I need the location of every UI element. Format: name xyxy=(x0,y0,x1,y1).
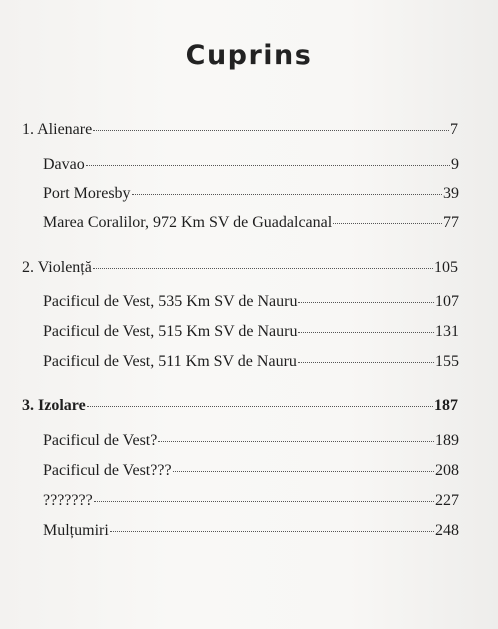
page-title: Cuprins xyxy=(185,40,313,71)
toc-entry-marea-coralilor[interactable] xyxy=(43,213,459,233)
toc-entry-port-moresby[interactable] xyxy=(43,184,459,204)
toc-section-label: 2. Violență xyxy=(22,259,92,276)
toc-entry-nauru-515[interactable] xyxy=(43,322,459,342)
toc-entry-label: Mulțumiri xyxy=(43,522,109,539)
toc-page-number: 9 xyxy=(451,156,459,173)
toc-page-number: 39 xyxy=(443,185,459,202)
toc-entry-pacific-3[interactable] xyxy=(43,461,459,481)
dot-leader xyxy=(298,302,434,303)
toc-page-number: 189 xyxy=(435,432,459,449)
toc-entry-label: Pacificul de Vest? xyxy=(43,432,158,449)
dot-leader xyxy=(110,531,434,532)
toc-entry-label: Pacificul de Vest, 511 Km SV de Nauru xyxy=(43,353,297,370)
toc-page-number: 227 xyxy=(435,492,459,509)
toc-page-number: 155 xyxy=(435,353,459,370)
toc-page-number: 131 xyxy=(435,323,459,340)
toc-entry-davao[interactable] xyxy=(43,155,459,175)
toc-page-number: 208 xyxy=(435,462,459,479)
toc-section-violenta[interactable] xyxy=(22,258,458,278)
dot-leader xyxy=(132,194,442,195)
toc-section-label: 3. Izolare xyxy=(22,397,86,414)
toc-entry-label: Pacificul de Vest??? xyxy=(43,462,172,479)
toc-entry-label: Pacificul de Vest, 515 Km SV de Nauru xyxy=(43,323,298,340)
dot-leader xyxy=(158,441,434,442)
dot-leader xyxy=(298,362,434,363)
toc-section-label: 1. Alienare xyxy=(22,121,93,138)
toc-entry-multumiri[interactable] xyxy=(43,521,459,541)
toc-entry-nauru-535[interactable] xyxy=(43,292,459,312)
dot-leader xyxy=(94,501,434,502)
toc-page-number: 105 xyxy=(434,259,458,276)
toc-entry-nauru-511[interactable] xyxy=(43,352,459,372)
toc-entry-label: Port Moresby xyxy=(43,185,131,202)
dot-leader xyxy=(173,471,434,472)
toc-section-alienare[interactable] xyxy=(22,120,458,140)
dot-leader xyxy=(93,130,449,131)
dot-leader xyxy=(87,406,433,407)
toc-entry-label: ??????? xyxy=(43,492,93,509)
toc-page-number: 187 xyxy=(434,397,458,414)
toc-entry-pacific-1[interactable] xyxy=(43,431,459,451)
toc-entry-label: Davao xyxy=(43,156,85,173)
dot-leader xyxy=(93,268,433,269)
toc-section-izolare[interactable] xyxy=(22,396,458,416)
toc-page-number: 107 xyxy=(435,293,459,310)
dot-leader xyxy=(333,223,442,224)
dot-leader xyxy=(86,165,450,166)
toc-page-number: 77 xyxy=(443,214,459,231)
toc-page-number: 7 xyxy=(450,121,458,138)
toc-entry-label: Pacificul de Vest, 535 Km SV de Nauru xyxy=(43,293,298,310)
toc-entry-label: Marea Coralilor, 972 Km SV de Guadalcanal xyxy=(43,214,333,231)
toc-entry-question-marks[interactable] xyxy=(43,491,459,511)
toc-page-number: 248 xyxy=(435,522,459,539)
dot-leader xyxy=(298,332,434,333)
